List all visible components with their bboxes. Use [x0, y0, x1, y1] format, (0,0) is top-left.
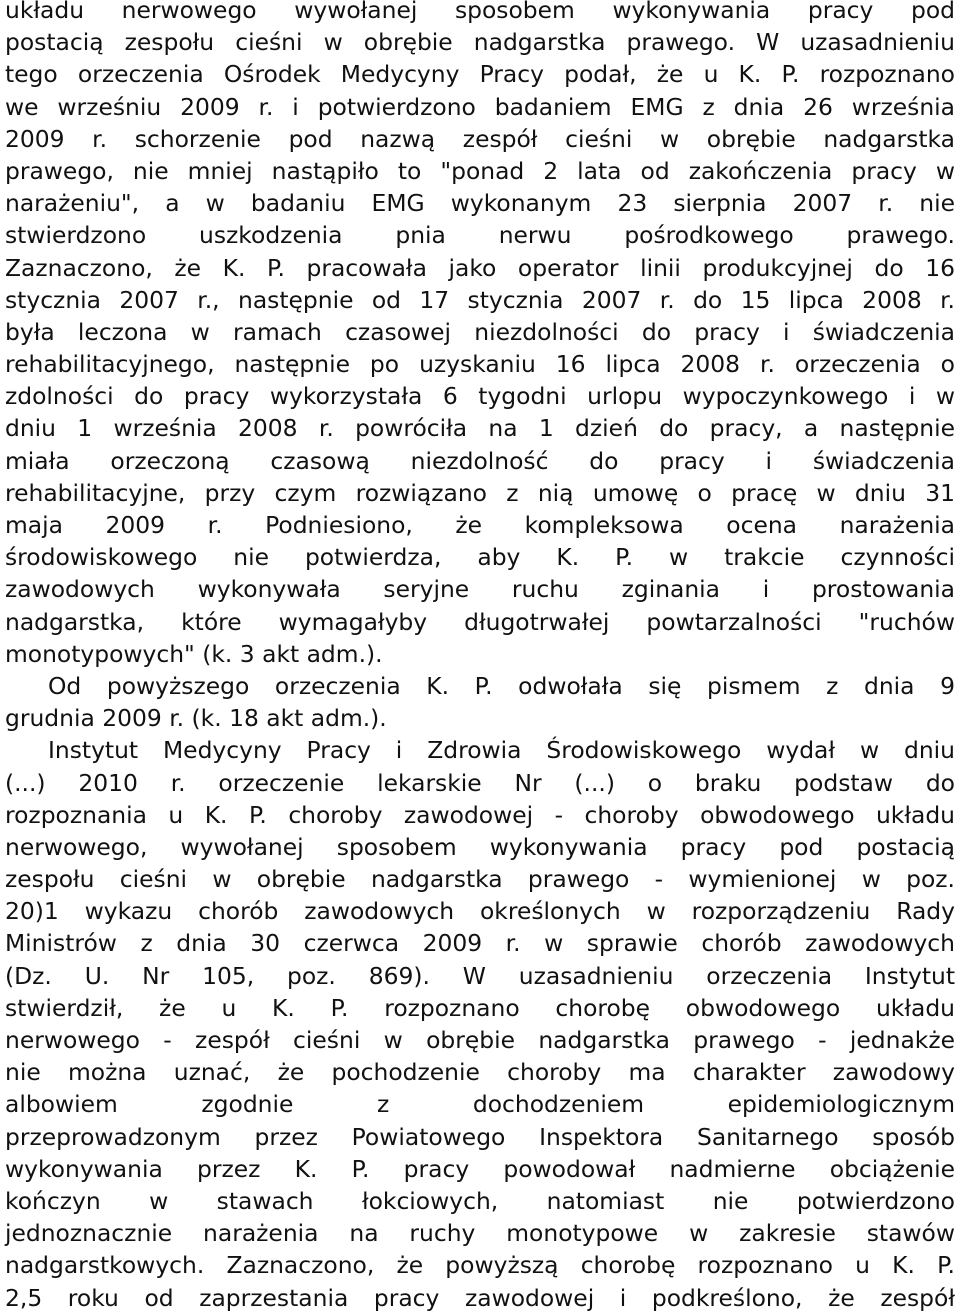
text-line: monotypowych" (k. 3 akt adm.).: [5, 639, 383, 668]
text-line: jednoznacznie narażenia na ruchy monotypowe w zakresie stawów: [5, 1219, 955, 1248]
text-line: Zaznaczono, że K. P. pracowała jako operator linii produkcyjnej do 16: [5, 253, 955, 282]
text-line: grudnia 2009 r. (k. 18 akt adm.).: [5, 704, 387, 733]
text-line: miała orzeczoną czasową niezdolność do pracy i świadczenia: [5, 446, 955, 475]
text-line: nerwowego, wywołanej sposobem wykonywania pracy pod postacią: [5, 832, 955, 861]
text-line: prawego, nie mniej nastąpiło to "ponad 2 lata od zakończenia pracy w: [5, 156, 955, 185]
text-line: wykonywania przez K. P. pracy powodował nadmierne obciążenie: [5, 1154, 955, 1183]
paragraph-3: [5, 734, 955, 1313]
text-line: kończyn w stawach łokciowych, natomiast nie potwierdzono: [5, 1186, 955, 1215]
text-line: nadgarstkowych. Zaznaczono, że powyższą chorobę rozpoznano u K. P.: [5, 1251, 955, 1280]
text-line: maja 2009 r. Podniesiono, że kompleksowa ocena narażenia: [5, 511, 955, 539]
text-line: nie można uznać, że pochodzenie choroby ma charakter zawodowy: [5, 1058, 955, 1087]
text-line: Instytut Medycyny Pracy i Zdrowia Środowiskowego wydał w dniu: [48, 736, 955, 765]
text-line: rehabilitacyjnego, następnie po uzyskaniu 16 lipca 2008 r. orzeczenia o: [5, 350, 955, 379]
text-line: nadgarstka, które wymagałyby długotrwałej powtarzalności "ruchów: [5, 607, 955, 636]
text-line: rehabilitacyjne, przy czym rozwiązano z nią umowę o pracę w dniu 31: [5, 478, 955, 507]
text-line: zawodowych wykonywała seryjne ruchu zginania i prostowania: [5, 575, 955, 604]
text-line: stwierdzono uszkodzenia pnia nerwu pośrodkowego prawego.: [5, 221, 955, 250]
text-line: we wrześniu 2009 r. i potwierdzono badaniem EMG z dnia 26 września: [5, 92, 955, 121]
text-line: zespołu cieśni w obrębie nadgarstka prawego - wymienionej w poz.: [5, 865, 955, 894]
text-line: 20)1 wykazu chorób zawodowych określonych w rozporządzeniu Rady: [5, 897, 955, 926]
text-line: (Dz. U. Nr 105, poz. 869). W uzasadnieniu orzeczenia Instytut: [5, 961, 955, 990]
text-line: Ministrów z dnia 30 czerwca 2009 r. w sprawie chorób zawodowych: [5, 929, 955, 958]
text-line: Od powyższego orzeczenia K. P. odwołała się pismem z dnia 9: [48, 671, 955, 700]
text-line: narażeniu", a w badaniu EMG wykonanym 23 sierpnia 2007 r. nie: [5, 189, 955, 218]
text-line: albowiem zgodnie z dochodzeniem epidemiologicznym: [5, 1090, 955, 1119]
text-line: tego orzeczenia Ośrodek Medycyny Pracy podał, że u K. P. rozpoznano: [5, 60, 955, 89]
text-line: 2,5 roku od zaprzestania pracy zawodowej i podkreślono, że zespół: [5, 1283, 955, 1312]
text-line: przeprowadzonym przez Powiatowego Inspektora Sanitarnego sposób: [5, 1122, 955, 1151]
text-line: postacią zespołu cieśni w obrębie nadgarstka prawego. W uzasadnieniu: [5, 28, 955, 57]
text-line: rozpoznania u K. P. choroby zawodowej - choroby obwodowego układu: [5, 800, 955, 829]
paragraph-2: [5, 670, 955, 734]
text-line: układu nerwowego wywołanej sposobem wykonywania pracy pod: [5, 0, 955, 24]
text-line: nerwowego - zespół cieśni w obrębie nadgarstka prawego - jednakże: [5, 1026, 955, 1054]
paragraph-1: [5, 0, 955, 670]
text-line: była leczona w ramach czasowej niezdolności do pracy i świadczenia: [5, 317, 955, 346]
text-line: stwierdził, że u K. P. rozpoznano chorobę obwodowego układu: [5, 993, 955, 1022]
text-line: 2009 r. schorzenie pod nazwą zespół cieśni w obrębie nadgarstka: [5, 124, 955, 153]
text-line: stycznia 2007 r., następnie od 17 stycznia 2007 r. do 15 lipca 2008 r.: [5, 285, 955, 314]
text-line: (...) 2010 r. orzeczenie lekarskie Nr (...) o braku podstaw do: [5, 768, 955, 797]
text-line: dniu 1 września 2008 r. powróciła na 1 dzień do pracy, a następnie: [5, 414, 955, 443]
document-page: [5, 0, 955, 1314]
text-line: środowiskowego nie potwierdza, aby K. P. w trakcie czynności: [5, 543, 955, 572]
text-line: zdolności do pracy wykorzystała 6 tygodni urlopu wypoczynkowego i w: [5, 382, 955, 411]
